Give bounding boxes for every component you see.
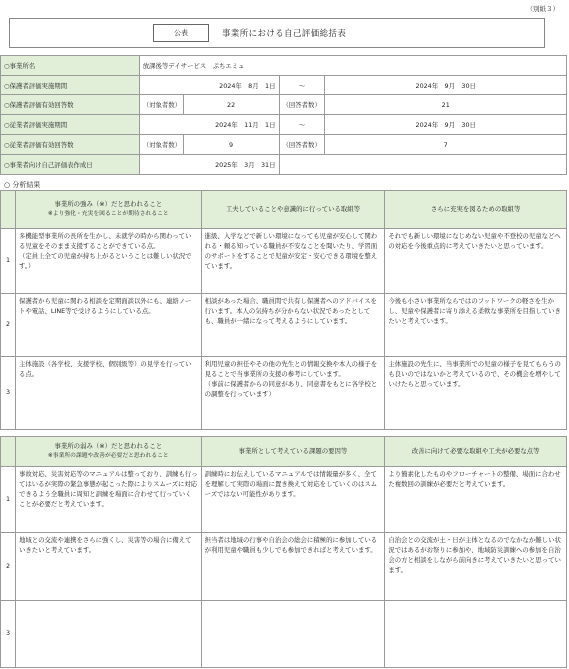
strength-text: 多機能型事業所の長所を生かし、未就学の時から関わっている児童をそのまま支援することができている点。 （定員上全ての児童が持ち上がるということは難しい状況です。） <box>15 229 201 294</box>
facility-name: 放課後等デイサービス ぷちエミュ <box>139 56 566 76</box>
table-row <box>1 357 567 430</box>
guardian-target-count: 22 <box>183 95 279 115</box>
strength-improvement-text: 主体施設の先生に、当事業所での児童の様子を見てもらうのも良いのではないかと考えているので、その機会を増やしていけたらと思っています。 <box>385 357 567 430</box>
staff-period-end: 2024年 9月 30日 <box>325 115 567 135</box>
row-number: 2 <box>1 533 16 601</box>
strength-text: 主体施設（各学校、支援学校、個別級等）の見学を行っている点。 <box>15 357 201 430</box>
weaknesses-head-2: 事業所として考えている課題の要因等 <box>201 437 385 467</box>
row-number: 3 <box>1 357 16 430</box>
strength-effort-text: 進級、入学などで新しい環境になっても児童が安心して関われる・頼る知っている職員が不安なことを聞いたり、学習面のサポートをすることで児童が安定・安心できる環境を整えています。 <box>201 229 385 294</box>
facility-info-table <box>0 55 567 175</box>
guardian-count-label: ○保護者評価有効回答数 <box>1 95 140 115</box>
analysis-label: ○ 分析結果 <box>4 181 41 189</box>
staff-answer-label: （回答者数） <box>279 135 325 155</box>
guardian-period-label: ○保護者評価実施期間 <box>1 76 140 95</box>
report-date: 2025年 3月 31日 <box>139 155 279 175</box>
table-row <box>1 533 567 601</box>
row-number: 1 <box>1 229 16 294</box>
table-row <box>1 467 567 533</box>
weakness-improvement-text <box>385 601 567 668</box>
guardian-target-label: （対象者数） <box>139 95 183 115</box>
table-row <box>1 229 567 294</box>
staff-target-count: 9 <box>183 135 279 155</box>
weaknesses-table <box>0 436 567 668</box>
weakness-improvement-text: 自治会との交流が土・日が主体となるのでなかなか難しい状況ではあるがお祭りに参加や、地域防災訓練への参加を自治会の方と相談をしながら前向きに考えていきたいと思っています。 <box>385 533 567 601</box>
staff-period-tilde: ～ <box>279 115 325 135</box>
weakness-text: 事故対応、災害対応等のマニュアルは整っており、訓練も行ってはいるが実際の緊急事態が起こった際によりスムーズに対応できるよう全職員に周知と訓練を場面に合わせて行っていくことが必要だと考えています。 <box>15 467 201 533</box>
strengths-table <box>0 190 567 430</box>
weakness-text <box>15 601 201 668</box>
row-number: 1 <box>1 467 16 533</box>
report-date-blank <box>279 155 567 175</box>
staff-period-label: ○従業者評価実施期間 <box>1 115 140 135</box>
report-date-label: ○事業者向け自己評価表作成日 <box>1 155 140 175</box>
strength-improvement-text: それでも新しい環境になじめない児童や不登校の児童などへの対応を今後重点的に考えていきたいと思っています。 <box>385 229 567 294</box>
strengths-head-1-sub: ※より強化・充実を図ることが期待されること <box>47 210 169 217</box>
public-label: 公表 <box>153 24 209 42</box>
strengths-head-2: 工夫していることや意識的に行っている取組等 <box>201 191 385 229</box>
weaknesses-head-num <box>1 437 16 467</box>
strengths-head-3: さらに充実を図るための取組等 <box>385 191 567 229</box>
weakness-improvement-text: より簡素化したものやフローチャートの整備、場面に合わせた複数回の訓練が必要だと考えています。 <box>385 467 567 533</box>
row-number: 3 <box>1 601 16 668</box>
weakness-cause-text: 訓練時にお伝えしているマニュアルでは情報量が多く、全てを理解して実際の場面に置き換えて対応をしていくのはスムーズではない可能性があります。 <box>201 467 385 533</box>
guardian-answer-label: （回答者数） <box>279 95 325 115</box>
guardian-answer-count: 21 <box>325 95 567 115</box>
strength-improvement-text: 今後も小さい事業所ならではのフットワークの軽さを生かし、児童や保護者に寄り添える柔軟な事業所を目指していきたいと考えています。 <box>385 294 567 357</box>
weaknesses-head-1-sub: ※事業所の課題や改善が必要だと思われること <box>47 452 169 459</box>
weakness-text: 地域との交流や連携をさらに強くし、災害等の場合に備えていきたいと考えています。 <box>15 533 201 601</box>
weaknesses-head-3: 改善に向けて必要な取組や工夫が必要な点等 <box>385 437 567 467</box>
strengths-head-1-title: 事業所の強み（※）だと思われること <box>54 200 163 209</box>
facility-name-label: ○事業所名 <box>1 56 140 76</box>
strength-effort-text: 利用児童の担任やその他の先生との情報交換や本人の様子を見ることで当事業所の支援の参考にしています。 （事前に保護者からの同意があり、同意書をもとに各学校との調整を行っています） <box>201 357 385 430</box>
annex-label: （別紙３） <box>526 5 559 13</box>
staff-target-label: （対象者数） <box>139 135 183 155</box>
guardian-period-start: 2024年 8月 1日 <box>139 76 279 95</box>
weakness-cause-text: 担当者は地域の行事や自治会の総会に積極的に参加しているが利用児童や職員も少しでも参加できればと考えています。 <box>201 533 385 601</box>
weaknesses-head-1 <box>15 437 201 467</box>
staff-answer-count: 7 <box>325 135 567 155</box>
row-number: 2 <box>1 294 16 357</box>
strength-text: 保護者から児童に関わる相談を定期面談以外にも、連絡ノートや電話、LINE等で受けるようにしている点。 <box>15 294 201 357</box>
strength-effort-text: 相談があった場合、職員間で共有し保護者へのアドバイスを行います。本人の気持ちが分からない状況であったとしても、職員が一緒になって考えるようにしています。 <box>201 294 385 357</box>
staff-period-start: 2024年 11月 1日 <box>139 115 279 135</box>
weakness-cause-text <box>201 601 385 668</box>
title-box <box>9 18 545 48</box>
weaknesses-head-1-title: 事業所の弱み（※）だと思われること <box>54 442 163 451</box>
strengths-head-num <box>1 191 16 229</box>
table-row <box>1 601 567 668</box>
staff-count-label: ○従業者評価有効回答数 <box>1 135 140 155</box>
guardian-period-tilde: ～ <box>279 76 325 95</box>
table-row <box>1 294 567 357</box>
guardian-period-end: 2024年 9月 30日 <box>325 76 567 95</box>
strengths-head-1 <box>15 191 201 229</box>
page-title: 事業所における自己評価総括表 <box>222 28 347 38</box>
